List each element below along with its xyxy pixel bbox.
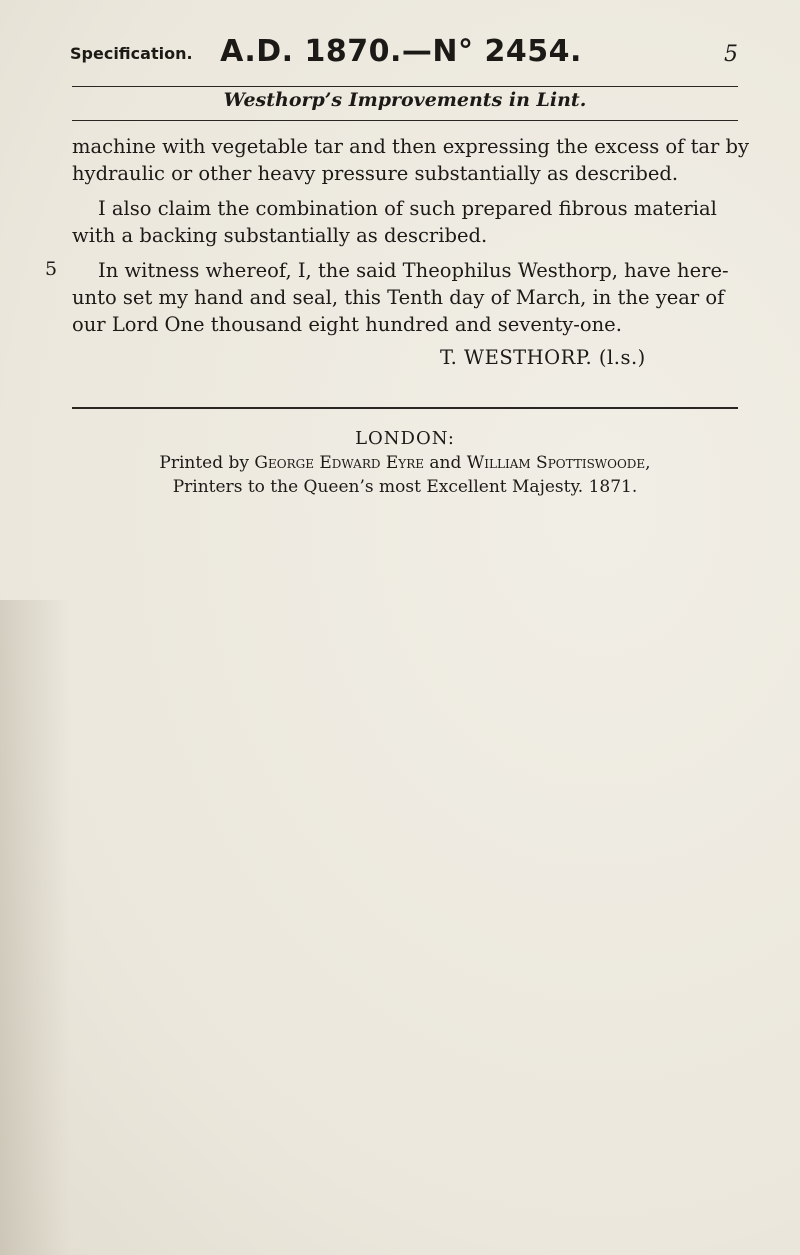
- imprint-rule: [72, 407, 738, 409]
- witness-paragraph: In witness whereof, I, the said Theophilus Westhorp, have here-unto set my hand and seal, this Tenth day of March, in the year of our Lord One thousand eight hundred and seventy-one.: [72, 259, 729, 336]
- imprint-line-2: Printers to the Queen’s most Excellent Majesty. 1871.: [172, 477, 638, 497]
- imprint-place: LONDON:: [355, 428, 455, 449]
- claim-paragraph-1: machine with vegetable tar and then expressing the excess of tar by hydraulic or other heavy pressure substantially as described.: [72, 135, 750, 185]
- imprint-line-1: [72, 451, 738, 475]
- imprint-printed-by: Printed by: [159, 453, 250, 473]
- page-edge-shadow: [0, 600, 70, 1255]
- margin-line-number: 5: [45, 258, 58, 280]
- claim-paragraph-2: I also claim the combination of such prepared fibrous material with a backing substantially as described.: [72, 197, 717, 247]
- signature: T. WESTHORP. (l.s.): [440, 346, 646, 369]
- header-rule-bottom: [72, 120, 738, 121]
- header-title: A.D. 1870.—N° 2454.: [220, 34, 582, 69]
- header-left-label: Specification.: [70, 44, 193, 63]
- page-number: 5: [724, 42, 738, 67]
- imprint-printer-2: William Spottiswoode,: [466, 453, 651, 473]
- page-header: [62, 34, 740, 76]
- imprint-and: and: [429, 453, 462, 473]
- imprint-printer-1: George Edward Eyre: [254, 453, 425, 473]
- running-title: Westhorp’s Improvements in Lint.: [223, 89, 587, 111]
- header-rule-top: [72, 86, 738, 87]
